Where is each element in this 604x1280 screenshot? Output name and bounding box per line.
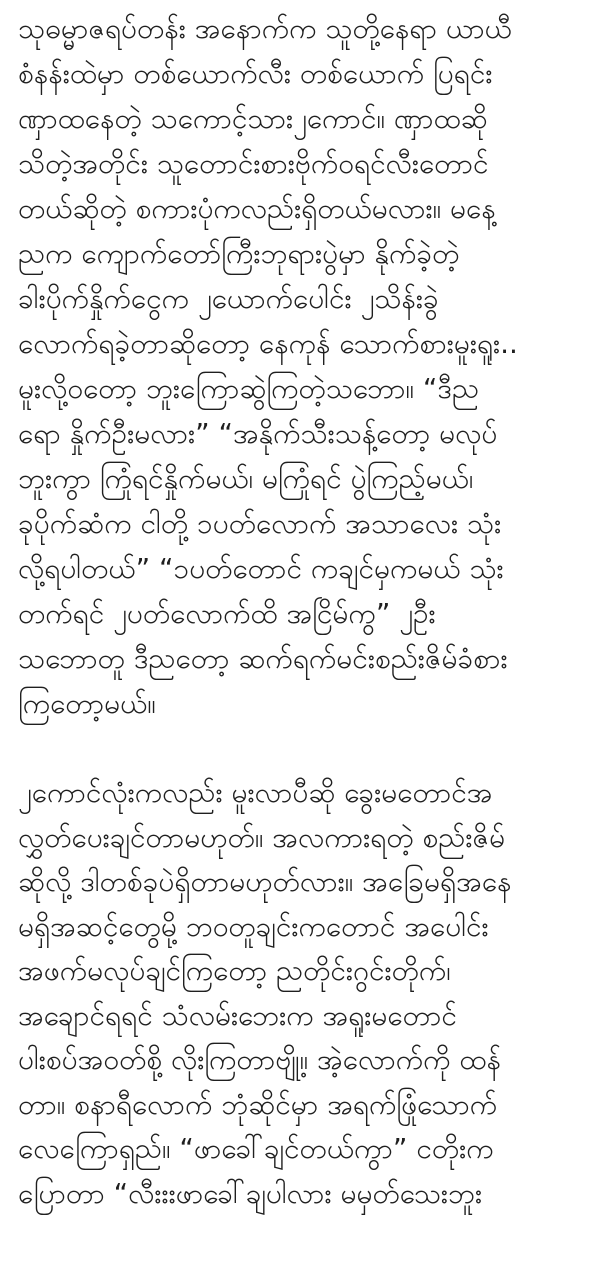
text-line: လို့ရပါတယ်” “၁ပတ်တောင် ကချင်မှကမယ် သုံး [18, 552, 504, 585]
paragraph-spacer [18, 726, 590, 771]
text-line: ပါးစပ်အဝတ်စို့ လိုးကြတာဗျို့။ အဲ့လောက်ကို ထန် [18, 1043, 501, 1076]
text-line: ခါးပိုက်နှိုက်ငွေက ၂ယောက်ပေါင်း ၂သိန်းခွဲ [18, 282, 439, 315]
text-line: တက်ရင် ၂ပတ်လောက်ထိ အငြိမ်ကွ” ၂ဦး [18, 597, 436, 630]
text-line: လေကြောရှည်။ “ဖာခေါ်ချင်တယ်ကွာ” ငတိုးက [18, 1132, 494, 1165]
text-line: သဘောတူ ဒီညတော့ ဆက်ရက်မင်းစည်းဇိမ်ခံစား [18, 642, 508, 675]
text-line: ဏှာထနေတဲ့ သကောင့်သား၂ကောင်။ ဏှာထဆို [18, 102, 488, 135]
paragraph-1 [18, 6, 590, 726]
text-line: ခုပိုက်ဆံက ငါတို့ ၁ပတ်လောက် အသာလေး သုံး [18, 507, 502, 540]
text-line: ကြတော့မယ်။ [18, 687, 156, 720]
article-body [18, 6, 590, 1216]
text-line: မရှိအဆင့်တွေမို့ ဘဝတူချင်းကတောင် အပေါင်း [18, 909, 489, 943]
text-line: ရော နှိုက်ဦးမလား” “အနိုက်သီးသန့်တော့ မလုပ် [18, 417, 498, 450]
text-line: အဖက်မလုပ်ချင်ကြတော့ ညတိုင်းဂွင်းတိုက်၊ [18, 954, 451, 987]
text-line: သုဓမ္မာဇရပ်တန်း အနောက်က သူတို့နေရာ ယာယီ [18, 12, 512, 45]
text-line: တာ။ စနာရီလောက် ဘုံဆိုင်မှာ အရက်ဖြုံသောက် [18, 1087, 498, 1121]
text-line: လောက်ရခဲ့တာဆိုတော့ နေကုန် သောက်စားမူးရူး.. [18, 327, 518, 360]
text-line: သိတဲ့အတိုင်း သူတောင်းစားဗိုက်ဝရင်လီးတောင် [18, 147, 489, 180]
text-line: မူးလို့ဝတော့ ဘူးကြောဆွဲကြတဲ့သဘော။ “ဒီည [18, 372, 480, 405]
text-line: ဆိုလို့ ဒါတစ်ခုပဲရှိတာမဟုတ်လား။ အခြေမရှိအနေ [18, 865, 512, 898]
text-line: လွှတ်ပေးချင်တာမဟုတ်။ အလကားရတဲ့ စည်းဇိမ် [18, 820, 506, 854]
text-line: တယ်ဆိုတဲ့ စကားပုံကလည်းရှိတယ်မလား။ မနေ့ [18, 192, 496, 225]
paragraph-2 [18, 771, 590, 1216]
text-line: ညက ကျောက်တော်ကြီးဘုရားပွဲမှာ နိုက်ခဲ့တဲ့ [18, 237, 460, 270]
text-line: စံနန်းထဲမှာ တစ်ယောက်လီး တစ်ယောက် ပြရင်း [18, 57, 493, 90]
text-line: အချောင်ရရင် သံလမ်းဘေးက အရူးမတောင် [18, 998, 457, 1032]
text-line: ပြောတာ “လီးးးဖာခေါ်ချပါလား မမှတ်သေးဘူး [18, 1176, 483, 1210]
text-line: ဘူးကွာ ကြုံရင်နှိုက်မယ်၊ မကြုံရင် ပွဲကြည့်မယ်၊ [18, 462, 474, 495]
text-line: ၂ကောင်လုံးကလည်း မူးလာပီဆို ခွေးမတောင်အ [18, 776, 493, 809]
